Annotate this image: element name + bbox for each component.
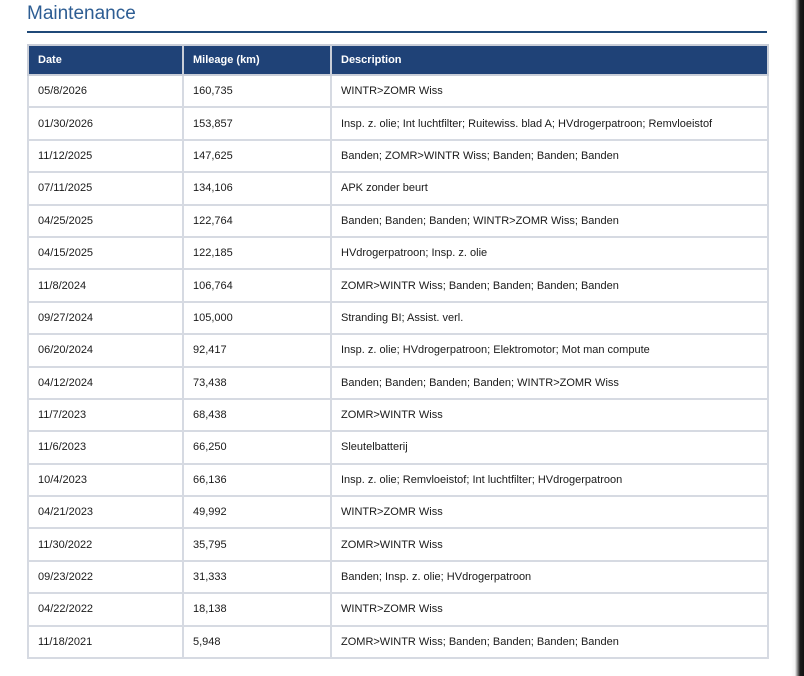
table-row	[28, 593, 768, 625]
date-cell: 11/6/2023	[28, 431, 183, 463]
table-body	[28, 75, 768, 658]
date-cell: 06/20/2024	[28, 334, 183, 366]
table-row	[28, 75, 768, 107]
column-header-date: Date	[28, 45, 183, 75]
description-cell: WINTR>ZOMR Wiss	[331, 593, 768, 625]
description-cell: ZOMR>WINTR Wiss; Banden; Banden; Banden; Banden	[331, 626, 768, 658]
description-cell: HVdrogerpatroon; Insp. z. olie	[331, 237, 768, 269]
description-cell: Insp. z. olie; HVdrogerpatroon; Elektromotor; Mot man compute	[331, 334, 768, 366]
mileage-cell: 31,333	[183, 561, 331, 593]
mileage-cell: 105,000	[183, 302, 331, 334]
table-row	[28, 367, 768, 399]
table-row	[28, 399, 768, 431]
mileage-cell: 68,438	[183, 399, 331, 431]
date-cell: 11/8/2024	[28, 269, 183, 301]
table-row	[28, 172, 768, 204]
table-row	[28, 464, 768, 496]
table-row	[28, 140, 768, 172]
date-cell: 01/30/2026	[28, 107, 183, 139]
description-cell: Sleutelbatterij	[331, 431, 768, 463]
column-header-description: Description	[331, 45, 768, 75]
date-cell: 09/27/2024	[28, 302, 183, 334]
page-title: Maintenance	[27, 3, 136, 24]
title-divider	[27, 31, 767, 33]
table-row	[28, 528, 768, 560]
mileage-cell: 153,857	[183, 107, 331, 139]
description-cell: Insp. z. olie; Int luchtfilter; Ruitewiss. blad A; HVdrogerpatroon; Remvloeistof	[331, 107, 768, 139]
date-cell: 04/22/2022	[28, 593, 183, 625]
mileage-cell: 73,438	[183, 367, 331, 399]
mileage-cell: 35,795	[183, 528, 331, 560]
table-row	[28, 431, 768, 463]
table-row	[28, 107, 768, 139]
mileage-cell: 5,948	[183, 626, 331, 658]
description-cell: Banden; Banden; Banden; Banden; WINTR>ZOMR Wiss	[331, 367, 768, 399]
date-cell: 05/8/2026	[28, 75, 183, 107]
table-header-row	[28, 45, 768, 75]
date-cell: 09/23/2022	[28, 561, 183, 593]
description-cell: Banden; ZOMR>WINTR Wiss; Banden; Banden; Banden	[331, 140, 768, 172]
mileage-cell: 66,136	[183, 464, 331, 496]
table-row	[28, 334, 768, 366]
mileage-cell: 147,625	[183, 140, 331, 172]
table-row	[28, 302, 768, 334]
mileage-cell: 122,185	[183, 237, 331, 269]
table-row	[28, 269, 768, 301]
mileage-cell: 134,106	[183, 172, 331, 204]
table-row	[28, 626, 768, 658]
date-cell: 07/11/2025	[28, 172, 183, 204]
date-cell: 04/25/2025	[28, 205, 183, 237]
maintenance-table	[27, 44, 769, 659]
mileage-cell: 18,138	[183, 593, 331, 625]
mileage-cell: 49,992	[183, 496, 331, 528]
description-cell: ZOMR>WINTR Wiss	[331, 528, 768, 560]
description-cell: Banden; Banden; Banden; WINTR>ZOMR Wiss; Banden	[331, 205, 768, 237]
description-cell: ZOMR>WINTR Wiss	[331, 399, 768, 431]
column-header-mileage: Mileage (km)	[183, 45, 331, 75]
mileage-cell: 106,764	[183, 269, 331, 301]
table-row	[28, 496, 768, 528]
date-cell: 11/30/2022	[28, 528, 183, 560]
date-cell: 10/4/2023	[28, 464, 183, 496]
date-cell: 11/12/2025	[28, 140, 183, 172]
description-cell: WINTR>ZOMR Wiss	[331, 75, 768, 107]
mileage-cell: 66,250	[183, 431, 331, 463]
date-cell: 04/15/2025	[28, 237, 183, 269]
date-cell: 04/12/2024	[28, 367, 183, 399]
table-row	[28, 205, 768, 237]
table-row	[28, 237, 768, 269]
description-cell: Stranding BI; Assist. verl.	[331, 302, 768, 334]
date-cell: 04/21/2023	[28, 496, 183, 528]
mileage-cell: 160,735	[183, 75, 331, 107]
description-cell: Insp. z. olie; Remvloeistof; Int luchtfilter; HVdrogerpatroon	[331, 464, 768, 496]
table-row	[28, 561, 768, 593]
description-cell: ZOMR>WINTR Wiss; Banden; Banden; Banden; Banden	[331, 269, 768, 301]
mileage-cell: 92,417	[183, 334, 331, 366]
description-cell: APK zonder beurt	[331, 172, 768, 204]
window-edge-shadow	[791, 0, 804, 676]
description-cell: Banden; Insp. z. olie; HVdrogerpatroon	[331, 561, 768, 593]
description-cell: WINTR>ZOMR Wiss	[331, 496, 768, 528]
date-cell: 11/7/2023	[28, 399, 183, 431]
date-cell: 11/18/2021	[28, 626, 183, 658]
mileage-cell: 122,764	[183, 205, 331, 237]
